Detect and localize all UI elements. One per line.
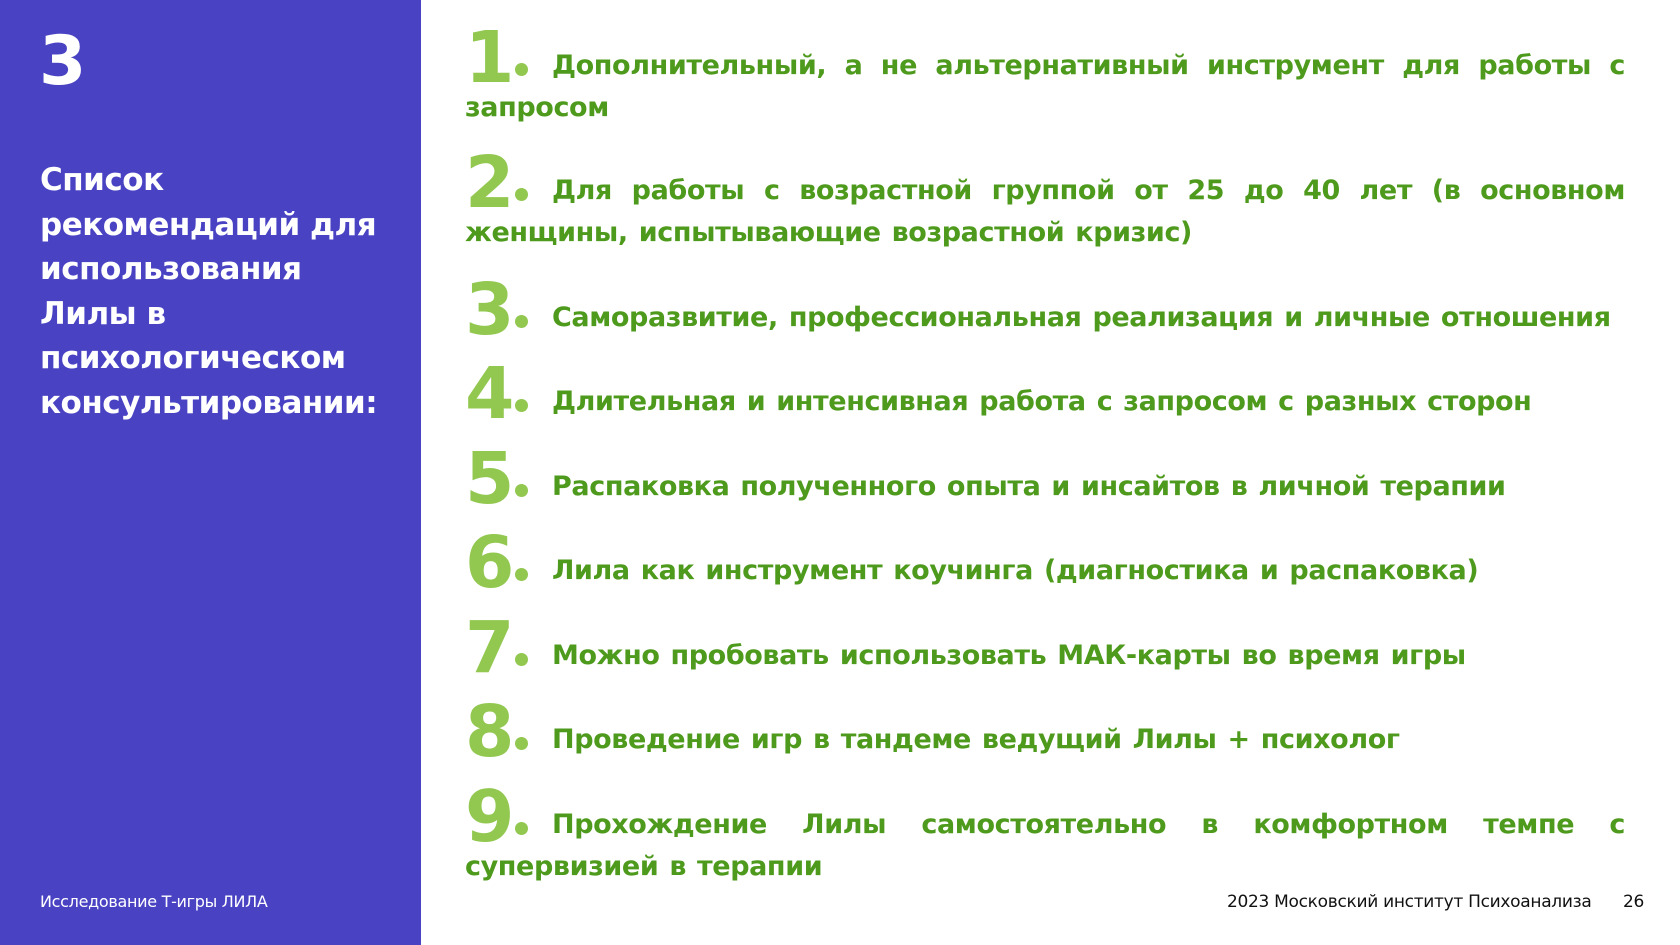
section-number: 3 [39,22,87,101]
recommendation-text: Распаковка полученного опыта и инсайтов в личной терапии [552,471,1506,502]
sidebar-panel [0,0,421,945]
recommendation-number: 6 [465,521,513,604]
recommendation-text: Для работы с возрастной группой от 25 до 40 лет (в основном женщины, испытывающие возрастной кризис) [465,175,1625,248]
page-number: 26 [1623,892,1645,912]
recommendation-number: 8 [465,690,513,773]
recommendation-text: Прохождение Лилы самостоятельно в комфортном темпе с супервизией в терапии [465,809,1625,882]
recommendation-number: 7 [465,606,513,689]
recommendation-text: Длительная и интенсивная работа с запросом с разных сторон [552,386,1532,417]
recommendation-number: 3 [465,268,513,351]
recommendation-number: 4 [465,352,513,435]
recommendations-area [421,0,1680,945]
study-title-footer: Исследование Т-игры ЛИЛА [40,892,268,911]
recommendation-number: 9 [465,775,513,858]
recommendation-text: Можно пробовать использовать МАК-карты во время игры [552,640,1466,671]
section-heading: Список рекомендаций для использования Лилы в психологическом консультировании: [40,162,378,421]
recommendation-text: Проведение игр в тандеме ведущий Лилы + психолог [552,724,1400,755]
recommendation-number: 1 [465,16,513,99]
recommendation-text: Дополнительный, а не альтернативный инструмент для работы с запросом [465,50,1625,123]
recommendation-text: Саморазвитие, профессиональная реализация и личные отношения [552,302,1611,333]
recommendation-text: Лила как инструмент коучинга (диагностика и распаковка) [552,555,1479,586]
institute-footer: 2023 Московский институт Психоанализа [1227,892,1592,912]
recommendation-number: 2 [465,141,513,224]
recommendation-number: 5 [465,437,513,520]
